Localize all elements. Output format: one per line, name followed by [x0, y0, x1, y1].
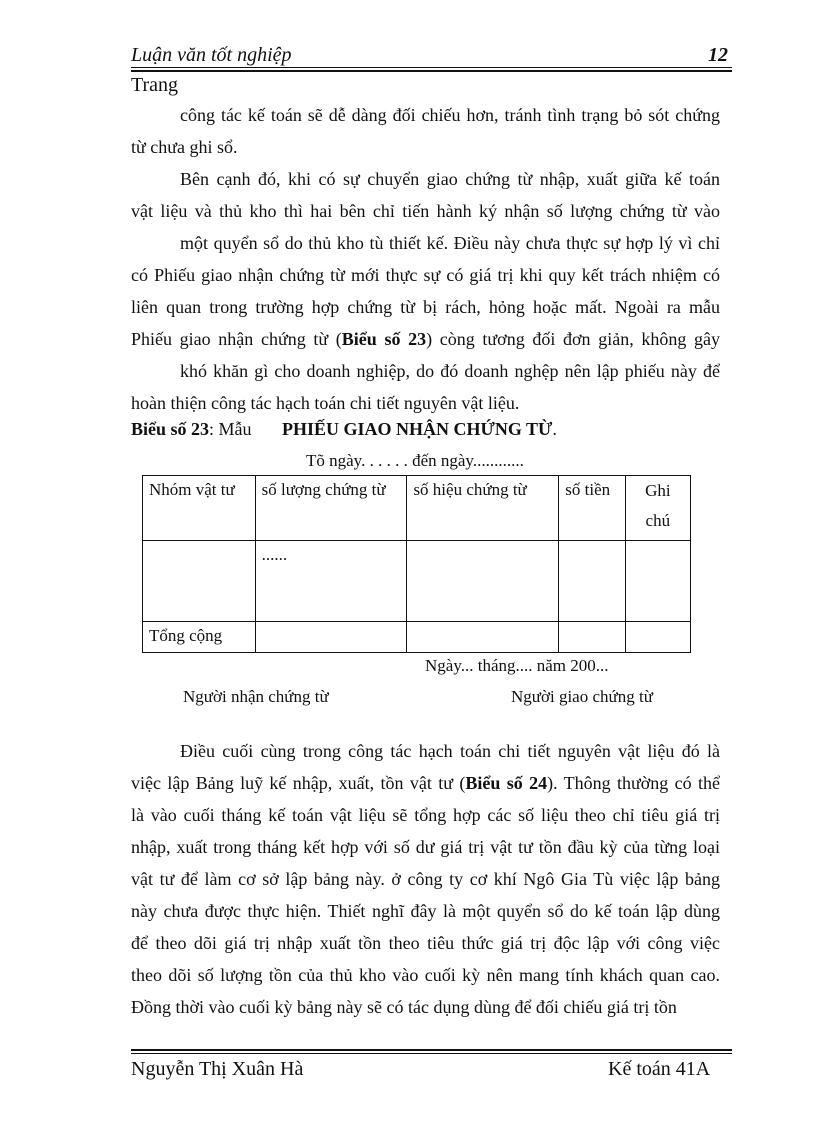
- header-subtitle: Trang: [131, 74, 179, 96]
- body-line: một quyển sổ do thủ kho tù thiết kế. Điều này chưa thực sự hợp lý vì chỉ: [180, 233, 720, 253]
- footer-rule-thick: [131, 1049, 732, 1051]
- form-reference: Biểu số 24: [465, 773, 548, 793]
- body-line: để theo dõi giá trị nhập xuất tồn theo tiêu thức giá trị độc lập với công việc: [131, 933, 720, 953]
- table-cell: [407, 541, 559, 622]
- form-title-line: [282, 418, 557, 440]
- body-line: vật liệu và thủ kho thì hai bên chỉ tiến hành ký nhận số lượng chứng từ vào: [131, 201, 720, 221]
- body-line-with-reference: [131, 328, 720, 350]
- header-title: Luận văn tốt nghiệp: [131, 44, 292, 66]
- column-header: số tiền: [559, 476, 625, 541]
- table-total-row: [143, 622, 691, 653]
- text-segment: việc lập Bảng luỹ kế nhập, xuất, tồn vật tư (: [131, 773, 466, 793]
- form-date-line: Ngày... tháng.... năm 200...: [425, 656, 609, 675]
- body-line: theo dõi số lượng tồn của thủ kho vào cuối kỳ nên mang tính khách quan cao.: [131, 965, 720, 985]
- body-line: là vào cuối tháng kế toán vật liệu sẽ tổng hợp các số liệu theo chỉ tiêu giá trị: [131, 805, 720, 825]
- receiver-signature-label: Người nhận chứng từ: [183, 687, 329, 706]
- text-segment: ). Thông thường có thể: [547, 773, 720, 793]
- body-line: từ chưa ghi sổ.: [131, 137, 238, 157]
- body-line: Bên cạnh đó, khi có sự chuyển giao chứng từ nhập, xuất giữa kế toán: [180, 169, 720, 189]
- header-rule-thick: [131, 70, 732, 72]
- column-header: số hiệu chứng từ: [407, 476, 559, 541]
- footer-rule: [131, 1053, 732, 1054]
- body-line: Điều cuối cùng trong công tác hạch toán chi tiết nguyên vật liệu đó là: [180, 741, 720, 761]
- form-title: PHIẾU GIAO NHẬN CHỨNG TỪ: [282, 419, 553, 439]
- text-segment: Phiếu giao nhận chứng từ (: [131, 329, 342, 349]
- form-label-number: Biểu số 23: [131, 419, 210, 439]
- column-header: Ghi chú: [625, 476, 690, 541]
- body-line: vật tư để làm cơ sở lập bảng này. ở công ty cơ khí Ngô Gia Tù việc lập bảng: [131, 869, 720, 889]
- footer-class: Kế toán 41A: [608, 1058, 711, 1080]
- table-row: [143, 541, 691, 622]
- table-cell: [559, 622, 625, 653]
- body-line: công tác kế toán sẽ dễ dàng đối chiếu hơn, tránh tình trạng bỏ sót chứng: [180, 105, 720, 125]
- body-line: này chưa được thực hiện. Thiết nghĩ đây là một quyển sổ do kế toán lập dùng: [131, 901, 720, 921]
- header-rule: [131, 67, 732, 68]
- table-cell: ......: [255, 541, 407, 622]
- body-line: Đồng thời vào cuối kỳ bảng này sẽ có tác dụng dùng để đối chiếu giá trị tồn: [131, 997, 677, 1017]
- table-header-row: [143, 476, 691, 541]
- form-date-range: Tõ ngày. . . . . . đến ngày............: [306, 451, 524, 470]
- text-segment: ) còng tương đối đơn giản, không gây: [426, 329, 721, 349]
- body-line: nhập, xuất trong tháng kết hợp với số dư giá trị vật tư tồn đầu kỳ của từng loại: [131, 837, 720, 857]
- total-label: Tổng cộng: [143, 622, 256, 653]
- form-reference: Biểu số 23: [341, 329, 427, 349]
- form-label-rest: : Mẫu: [209, 419, 252, 439]
- table-cell: [407, 622, 559, 653]
- form-title-suffix: .: [552, 419, 557, 439]
- table-cell: [625, 622, 690, 653]
- delivery-receipt-table: [142, 475, 691, 653]
- footer-author: Nguyễn Thị Xuân Hà: [131, 1058, 304, 1080]
- body-line: hoàn thiện công tác hạch toán chi tiết nguyên vật liệu.: [131, 393, 520, 413]
- page-number: 12: [708, 44, 728, 66]
- table-cell: [143, 541, 256, 622]
- sender-signature-label: Người giao chứng từ: [511, 687, 653, 706]
- table-cell: [625, 541, 690, 622]
- table-cell: [559, 541, 625, 622]
- form-label: [131, 418, 252, 440]
- body-line-with-reference: [131, 772, 720, 794]
- table-cell: [255, 622, 407, 653]
- body-line: có Phiếu giao nhận chứng từ mới thực sự có giá trị khi quy kết trách nhiệm có: [131, 265, 720, 285]
- body-line: khó khăn gì cho doanh nghiệp, do đó doanh nghệp nên lập phiếu này để: [180, 361, 720, 381]
- column-header: số lượng chứng từ: [255, 476, 407, 541]
- column-header: Nhóm vật tư: [143, 476, 256, 541]
- body-line: liên quan trong trường hợp chứng từ bị rách, hỏng hoặc mất. Ngoài ra mẫu: [131, 297, 720, 317]
